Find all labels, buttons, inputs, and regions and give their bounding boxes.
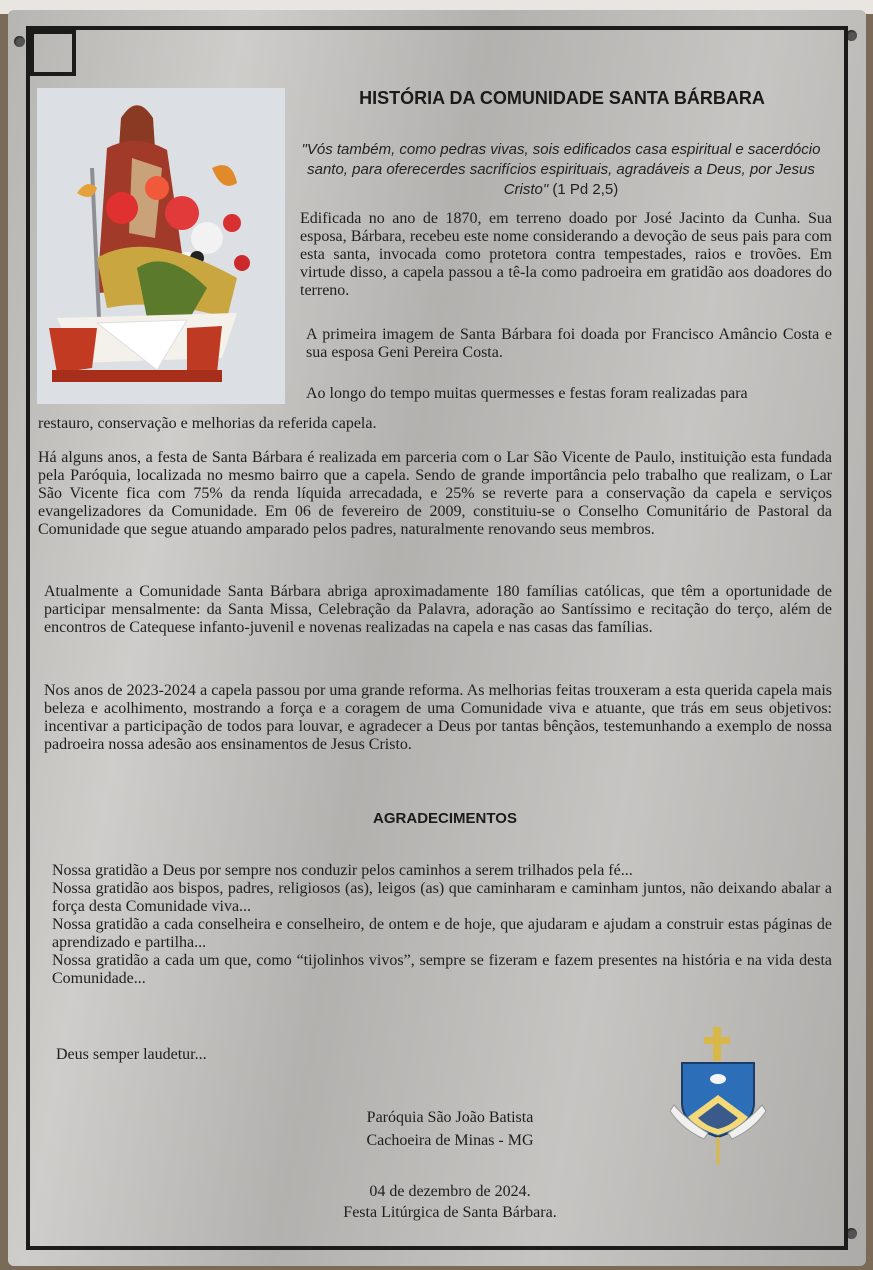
acknowledgement-line: Nossa gratidão a Deus por sempre nos conduzir pelos caminhos a serem trilhados pela fé... bbox=[52, 862, 633, 879]
plaque-date: 04 de dezembro de 2024. bbox=[369, 1183, 531, 1200]
parish-coat-of-arms bbox=[668, 1025, 768, 1170]
screw bbox=[14, 36, 25, 47]
history-paragraph: Edificada no ano de 1870, em terreno doado por José Jacinto da Cunha. Sua esposa, Bárbara, recebeu este nome considerando a devoção de seus pais para com esta santa, invocada como protetora contra tempestades, raios e trovões. Em virtude disso, a capela passou a tê-la como padroeira em gratidão aos doadores do terreno. bbox=[300, 210, 832, 299]
feast-name: Festa Litúrgica de Santa Bárbara. bbox=[343, 1204, 557, 1221]
acknowledgement-line: Nossa gratidão a cada um que, como “tijolinhos vivos”, sempre se fizeram e fazem presentes na história e na vida desta Comunidade... bbox=[52, 952, 832, 987]
saint-barbara-statue-photo bbox=[37, 88, 285, 404]
history-paragraph: Ao longo do tempo muitas quermesses e festas foram realizadas para bbox=[306, 385, 748, 402]
page-title: HISTÓRIA DA COMUNIDADE SANTA BÁRBARA bbox=[359, 88, 765, 108]
parish-city: Cachoeira de Minas - MG bbox=[366, 1132, 534, 1149]
acknowledgement-line: Nossa gratidão aos bispos, padres, religiosos (as), leigos (as) que caminharam e caminham juntos, não deixando abalar a força desta Comunidade viva... bbox=[52, 880, 832, 915]
bible-quote bbox=[296, 140, 826, 200]
history-paragraph: Atualmente a Comunidade Santa Bárbara abriga aproximadamente 180 famílias católicas, que têm a oportunidade de participar mensalmente: da Santa Missa, Celebração da Palavra, adoração ao Santíssimo e recitação do terço, além de encontros de Catequese infanto-juvenil e novenas realizadas na capela e nas casas das famílias. bbox=[44, 583, 832, 636]
closing-phrase: Deus semper laudetur... bbox=[56, 1046, 207, 1063]
history-paragraph: A primeira imagem de Santa Bárbara foi doada por Francisco Amâncio Costa e sua esposa Geni Pereira Costa. bbox=[306, 326, 832, 361]
history-paragraph: Nos anos de 2023-2024 a capela passou por uma grande reforma. As melhorias feitas trouxeram a esta querida capela mais beleza e acolhimento, mostrando a força e a coragem de uma Comunidade viva e atuante, que trás em seus objetivos: incentivar a participação de todos para louvar, e agradecer a Deus por tantas bênçãos, testemunhando a exemplo de nossa padroeira nossa adesão aos ensinamentos de Jesus Cristo. bbox=[44, 682, 832, 753]
acknowledgements-heading: AGRADECIMENTOS bbox=[373, 810, 517, 827]
history-paragraph: Há alguns anos, a festa de Santa Bárbara é realizada em parceria com o Lar São Vicente de Paulo, instituição esta fundada pela Paróquia, localizada no mesmo bairro que a capela. Sendo de grande importância pelo trabalho que realizam, o Lar São Vicente fica com 75% da renda líquida arrecadada, e 25% se reverte para a conservação da capela e serviços evangelizadores da Comunidade. Em 06 de fevereiro de 2009, constituiu-se o Conselho Comunitário de Pastoral da Comunidade que segue atuando amparado pelos padres, naturalmente renovando seus membros. bbox=[38, 449, 832, 538]
quote-text: "Vós também, como pedras vivas, sois edificados casa espiritual e sacerdócio santo, para oferecerdes sacrifícios espirituais, agradáveis a Deus, por Jesus Cristo" bbox=[301, 141, 821, 198]
parish-name: Paróquia São João Batista bbox=[366, 1109, 534, 1126]
quote-reference: (1 Pd 2,5) bbox=[548, 181, 619, 198]
acknowledgement-line: Nossa gratidão a cada conselheira e conselheiro, de ontem e de hoje, que ajudaram e ajudam a construir estas páginas de aprendizado e partilha... bbox=[52, 916, 832, 951]
history-paragraph: restauro, conservação e melhorias da referida capela. bbox=[38, 415, 377, 432]
